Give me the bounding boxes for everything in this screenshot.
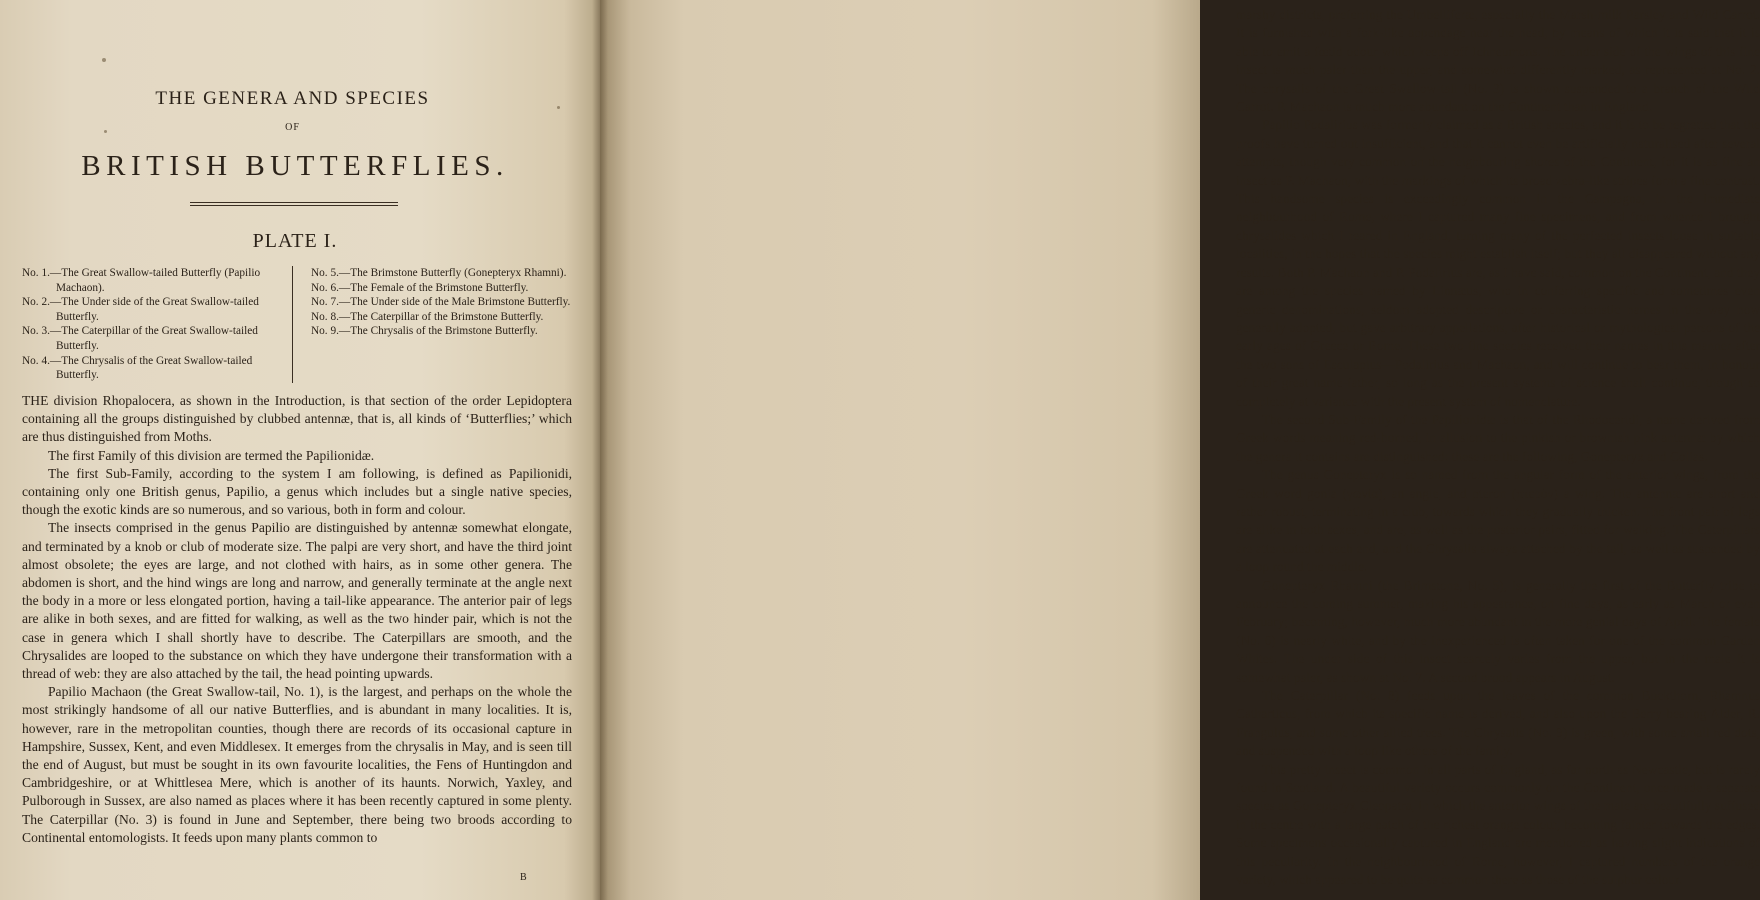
signature-mark: B [520, 872, 527, 883]
paragraph: This pretty insect is common in all parts of England, as far north as Newcastle, but is rarely found in Scotland. A beautiful variety occurs commonly on the Continent, once made a separate species as Gonepteryx Cleopatra, in which the anterior wings of the male are beautifully suffused in the centre with a large patch of the richest orange colour, becoming fainter towards the edges. Some specimens occasionally captured in England are mentioned as having slight indications of this peculiarity. In the neighbourhood of Rome, however, I captured numbers of the orange variety, which appeared to be quite as common there as those of the sulphur colour. [1236, 761, 1760, 888]
left-body-text [22, 392, 572, 847]
plate-legend [22, 266, 574, 383]
foxing-spot [102, 58, 106, 62]
right-page [600, 0, 1760, 900]
paragraph: The Caterpillar (No. 8) feeds upon the leaves of the common Buckthorn, Rhamnus Catharticus, from which its specific name is derived, and also upon the Berry-bearing Alder, R. Frangulus, and some other allied trees. The Chrysalis (No. 9) is green, with some small red dots, and suspended with a loop like others of the family. [1236, 688, 1760, 759]
legend-item: No. 4.—The Chrysalis of the Great Swallow-tailed Butterfly. [22, 354, 253, 382]
paragraph: The genus Gonepteryx is so named from the angular form of the anterior wings, from the Greek word gonia (γωνία), an angle, and pteron (πτερὸν) a wing. The antennæ are short and rather robust, terminating in a club, towards which they gradually thicken. The front pair of legs are alike in both sexes, and are, as well as the posterior pairs, fitted for walking. The Caterpillars are attenuated at each end, and the Chrysalis always attached by the tail, as well as suspended by a loop round the middle. [1236, 467, 1760, 575]
title-line-1: THE GENERA AND SPECIES [155, 88, 430, 109]
legend-item: No. 9.—The Chrysalis of the Brimstone Butterfly. [311, 325, 538, 338]
book-gutter [592, 0, 608, 900]
paragraph: The first Family of this division are termed the Papilionidæ. [48, 447, 375, 463]
plate-legend-column-2 [292, 266, 573, 383]
left-page [0, 0, 600, 900]
legend-item: No. 7.—The Under side of the Male Brimstone Butterfly. [311, 296, 571, 309]
legend-item: No. 8.—The Caterpillar of the Brimstone Butterfly. [311, 310, 544, 323]
paragraph: The second Sub-Family of the Papilionidæ is that of the Rhodoceridi, a name derived from Greek words meaning red-horned, in allusion to the pinkish or brownish pink antennæ by which the genera it contains are distinguished: these are the following, Gonepteryx and Colias. [1236, 411, 1760, 464]
paragraph: The first Sub-Family, according to the system I am following, is defined as Papilionidi, containing only one British genus, Papilio, a genus which includes but a single native species, though the exotic kinds are so numerous, and so various, both in form and colour. [22, 465, 572, 518]
paragraph: marshy districts, preferring the Umbelliferæ, especially the Marsh-milk Parsley and Wild Carrot. It is furnished with a fork-like appendage near the head, by means of which it is said that it is able to emit a fœtid odour which keeps off Ichneumons. The under side of the wings of this fine insect is much paler than the upper, and somewhat differently marked, as represented at No. 2. The chrysalis of the Great Swallow-tail (No. 3) is shown suspended to a branch of the Wild Carrot. P. Machaon is much more abundant on the Continent than in England. [1236, 7, 1760, 115]
title-line-2: BRITISH BUTTERFLIES. [81, 150, 509, 182]
paragraph: THE division Rhopalocera, as shown in the Introduction, is that section of the order Lepidoptera containing all the groups distinguished by clubbed antennæ, that is, all kinds of ‘Butterflies;’ which are thus distinguished from Moths. [22, 393, 572, 445]
paragraph: The insects comprised in the genus Papilio are distinguished by antennæ somewhat elongate, and terminated by a knob or club of moderate size. The palpi are very short, and have the third joint almost obsolete; the eyes are large, and not clothed with hairs, as in some other genera. The abdomen is short, and the hind wings are long and narrow, and generally terminate at the angle next the body in a more or less elongated portion, having a tail-like appearance. The anterior pair of legs are alike in both sexes, and are fitted for walking, as well as the two hinder pair, which is not the case in genera which I shall shortly have to describe. The Caterpillars are smooth, and the Chrysalides are looped to the substance on which they have undergone their transformation with a thread of web: they are also attached by the tail, the head pointing upwards. [22, 520, 572, 682]
legend-item: No. 6.—The Female of the Brimstone Butterfly. [311, 281, 529, 294]
plate-legend-column-1 [22, 266, 292, 383]
legend-item: No. 5.—The Brimstone Butterfly (Gonepteryx Rhamni). [311, 267, 567, 279]
paragraph: Gonepteryx Rhamni (the Brimstone, No. 5), is generally the first of the Butterfly tribe to announce the coming summer, making his appearance, on fine days, as early as March or even February; becoming, however, much more abundant in the more genial days of April. The female (No. 6) is nearly white, and by the inexperienced is often taken for one of the common Garden Whites. The under side of this insect scarcely varies from the upper, but in the male it is somewhat paler, as shown at No. 7. A second brood appears in August. [1236, 577, 1760, 685]
paragraph: Papilio Machaon (the Great Swallow-tail, No. 1), is the largest, and perhaps on the whole the most strikingly handsome of all our native Butterflies, and is abundant in many localities. It is, however, rare in the metropolitan counties, though there are records of its occasional capture in Hampshire, Sussex, Kent, and even Middlesex. It emerges from the chrysalis in May, and is seen till the end of August, but must be sought in its own favourite localities, the Fens of Huntingdon and Cambridgeshire, or at Whittlesea Mere, which is another of its haunts. Norwich, Yaxley, and Pulborough in Sussex, are also named as places where it has been recently captured in some plenty. The Caterpillar (No. 3) is found in June and September, there being two broods according to Continental entomologists. It feeds upon many plants common to [22, 684, 572, 845]
title-rule [190, 202, 398, 206]
plate-heading: PLATE I. [252, 230, 338, 252]
right-body-text [1236, 6, 1760, 890]
foxing-spot [557, 106, 560, 109]
legend-item: No. 1.—The Great Swallow-tailed Butterfly (Papilio Machaon). [22, 267, 261, 294]
legend-item: No. 2.—The Under side of the Great Swallow-tailed Butterfly. [22, 296, 259, 323]
title-of: OF [285, 122, 300, 133]
legend-item: No. 3.—The Caterpillar of the Great Swallow-tailed Butterfly. [22, 325, 258, 352]
foxing-spot [104, 130, 107, 133]
paragraph: Papilio Podalirius was formerly claimed as a British species, and it is to be regretted that the proofs have turned out insufficient, and that it cannot even be artificially naturalised after several attempts, though very common on the neighbouring shores of the Continent, for it is as fine an insect as P. Machaon, with the markings of which its broad zebra-like stripes form a fine contrast. This handsome species is exceedingly common in the Campagna, in the immediate neighbourhood of Rome, where I captured many fine specimens, and from whence I brought chrysalides which I reared in England, turning many of the perfected insects loose in suitable localities, in the hopes that the species might establish itself; but they all disappeared without any results. Both P. Machaon and P. Podalirius are, as I have said, common on the Continent, and they are among the species named by Linnæus, who in conferring specific and sometimes even generic denominations, seldom adopted descriptive or characteristic names in the way now generally adopted, but gave arbitrary appellations, after historical or mythological persons of the early ages of Greece or Rome. These two fine species received their names in this manner after the two sons of Esculapius—Podalirius and Machaon, and will continue to bear them, in honour of their great name-father, so long as the present systems of science shall continue, though so completely at variance with the present system of nomenclature. [1236, 117, 1760, 409]
